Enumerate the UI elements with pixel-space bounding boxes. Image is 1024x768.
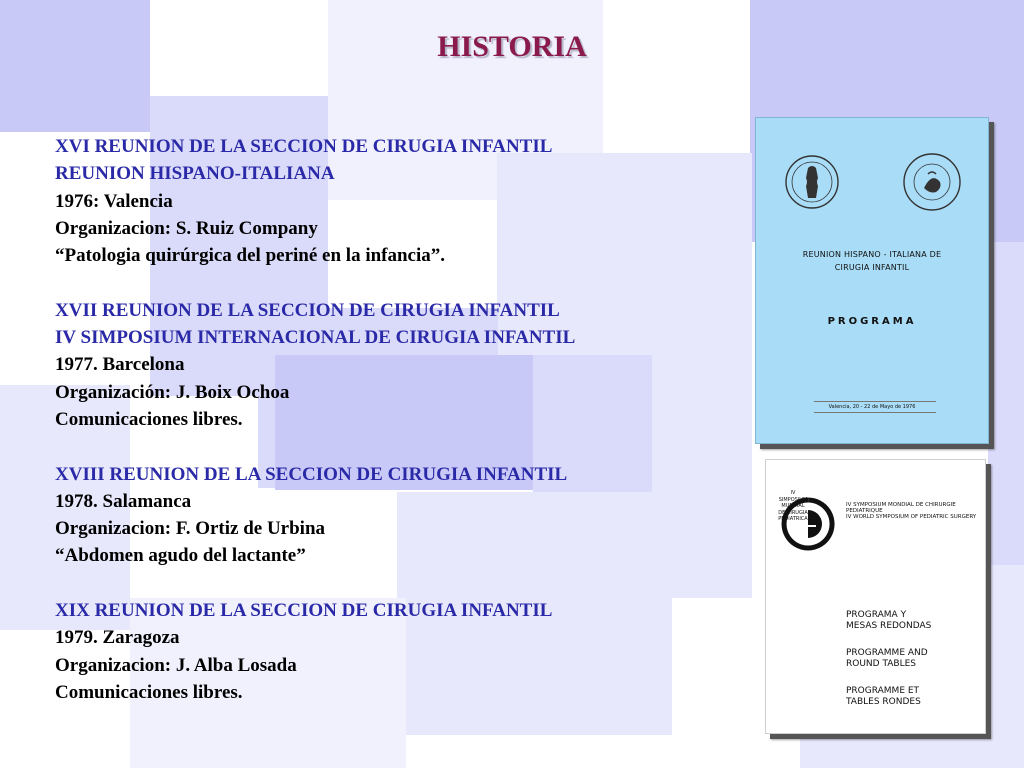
programme-cover-1977 xyxy=(765,459,986,734)
cover-block: PROGRAMME AND ROUND TABLES xyxy=(846,648,928,669)
cover-programa-label: PROGRAMA xyxy=(827,316,917,327)
entry-subheading: REUNION HISPANO-ITALIANA xyxy=(55,163,335,185)
cover-block: PROGRAMA Y MESAS REDONDAS xyxy=(846,610,932,631)
programme-cover-1976 xyxy=(755,117,989,444)
history-entry-xvi xyxy=(55,133,735,269)
cover-header-line: IV WORLD SYMPOSIUM OF PEDIATRIC SURGERY xyxy=(846,514,977,520)
cover-title-line: CIRUGIA INFANTIL xyxy=(834,263,910,272)
cover-date: Valencia, 20 - 22 de Mayo de 1976 xyxy=(828,404,916,410)
history-entry-xviii xyxy=(55,461,735,570)
seal-left-icon xyxy=(784,154,840,210)
entry-organizer: Organizacion: J. Alba Losada xyxy=(55,654,297,676)
entry-year-city: 1979. Zaragoza xyxy=(55,627,180,649)
seal-right-icon xyxy=(902,152,962,212)
entry-year-city: 1977. Barcelona xyxy=(55,354,185,376)
bg-square xyxy=(0,0,150,132)
entry-year-city: 1976: Valencia xyxy=(55,190,173,212)
divider xyxy=(814,412,936,413)
history-list xyxy=(55,133,735,734)
entry-year-city: 1978. Salamanca xyxy=(55,490,192,512)
divider xyxy=(814,401,936,402)
entry-topic: “Abdomen agudo del lactante” xyxy=(55,545,306,567)
bg-square xyxy=(988,242,1024,565)
page-title: HISTORIA xyxy=(437,30,587,63)
cover-title-line: REUNION HISPANO - ITALIANA DE xyxy=(802,250,942,259)
entry-organizer: Organizacion: F. Ortiz de Urbina xyxy=(55,518,326,540)
entry-topic: Comunicaciones libres. xyxy=(55,681,243,703)
history-entry-xix xyxy=(55,597,735,706)
entry-topic: “Patologia quirúrgica del periné en la infancia”. xyxy=(55,245,446,267)
entry-subheading: IV SIMPOSIUM INTERNACIONAL DE CIRUGIA INFANTIL xyxy=(55,327,576,349)
entry-organizer: Organización: J. Boix Ochoa xyxy=(55,381,290,403)
history-entry-xvii xyxy=(55,297,735,433)
cover-header-line: IV SYMPOSIUM MONDIAL DE CHIRURGIE PEDIATRIQUE xyxy=(846,502,956,514)
entry-heading: XIX REUNION DE LA SECCION DE CIRUGIA INFANTIL xyxy=(55,600,553,622)
entry-heading: XVII REUNION DE LA SECCION DE CIRUGIA INFANTIL xyxy=(55,299,560,321)
entry-heading: XVI REUNION DE LA SECCION DE CIRUGIA INFANTIL xyxy=(55,136,553,157)
symposium-logo-icon xyxy=(780,496,836,552)
cover-block: PROGRAMME ET TABLES RONDES xyxy=(846,686,921,707)
entry-topic: Comunicaciones libres. xyxy=(55,408,243,430)
entry-organizer: Organizacion: S. Ruiz Company xyxy=(55,217,318,239)
entry-heading: XVIII REUNION DE LA SECCION DE CIRUGIA INFANTIL xyxy=(55,463,568,485)
symposium-label: IV SIMPOSIUM MUNDIAL DE CIRUGIA PEDIATRICA xyxy=(778,490,808,522)
